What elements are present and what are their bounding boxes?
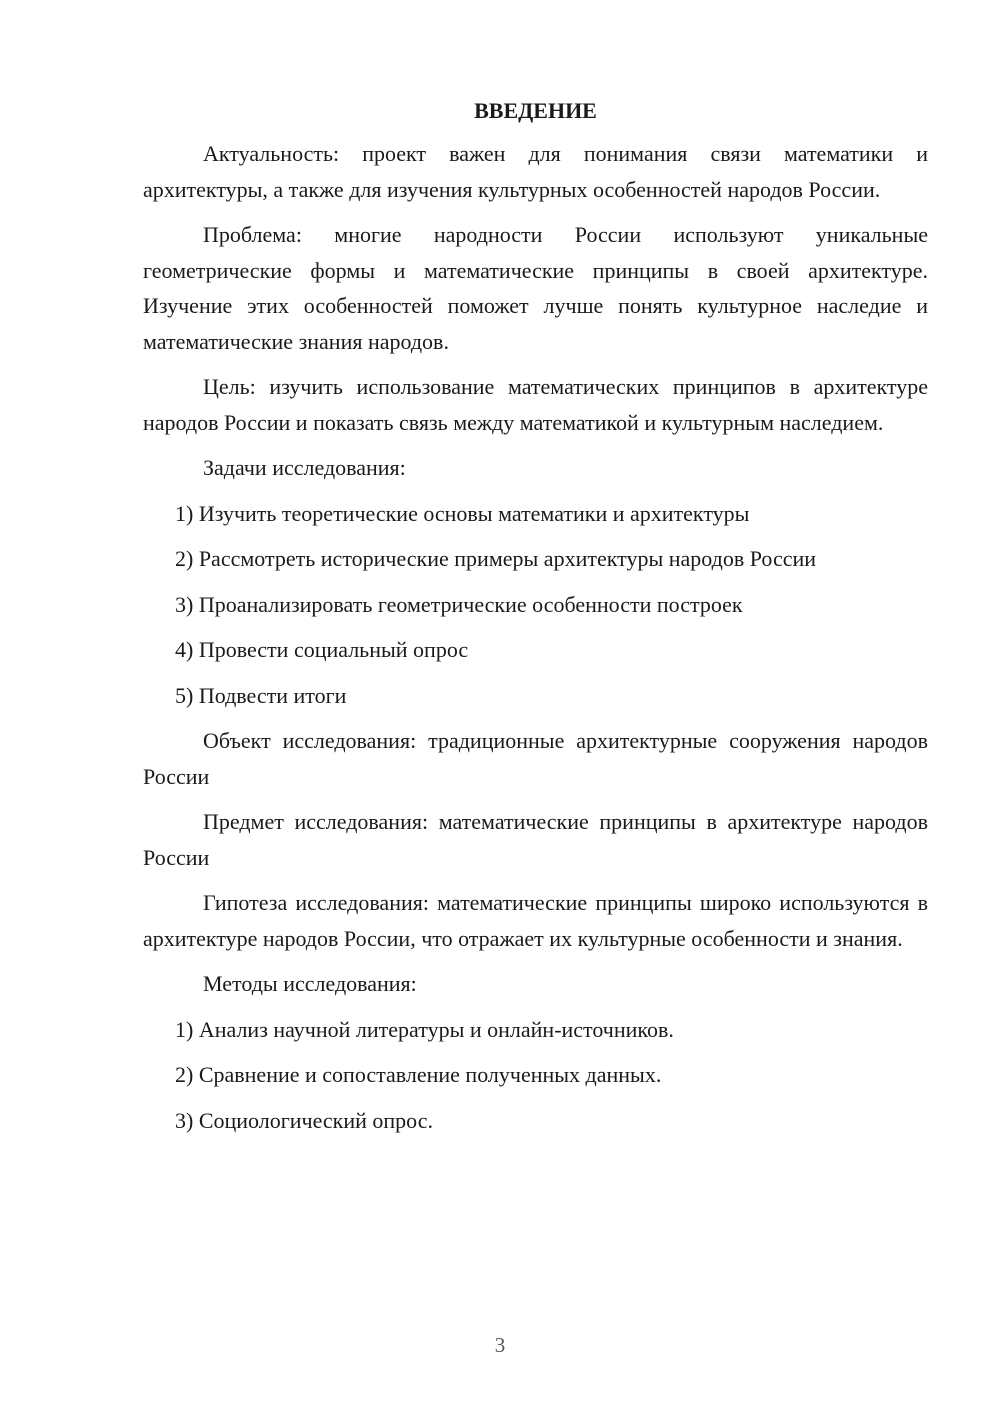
object-paragraph: Объект исследования: традиционные архитектурные сооружения народов России bbox=[143, 728, 928, 789]
methods-heading: Методы исследования: bbox=[203, 971, 417, 996]
list-item: 3) Социологический опрос. bbox=[175, 1107, 433, 1133]
problem-paragraph: Проблема: многие народности России используют уникальные геометрические формы и математические принципы в своей архитектуре. Изучение этих особенностей поможет лучше понять культурное наследие и математические знания народов. bbox=[143, 222, 928, 354]
hypothesis-paragraph: Гипотеза исследования: математические принципы широко используются в архитектуре народов России, что отражает их культурные особенности и знания. bbox=[143, 890, 928, 951]
list-item: 2) Рассмотреть исторические примеры архитектуры народов России bbox=[175, 546, 817, 571]
section-title: ВВЕДЕНИЕ bbox=[474, 98, 597, 123]
document-page bbox=[143, 96, 928, 1148]
list-item: 5) Подвести итоги bbox=[175, 682, 347, 708]
page-number: 3 bbox=[494, 1333, 506, 1357]
tasks-list bbox=[143, 496, 928, 714]
list-item: 2) Сравнение и сопоставление полученных данных. bbox=[175, 1062, 662, 1087]
list-item: 3) Проанализировать геометрические особенности построек bbox=[175, 591, 743, 617]
tasks-heading: Задачи исследования: bbox=[203, 455, 406, 480]
subject-paragraph: Предмет исследования: математические принципы в архитектуре народов России bbox=[143, 809, 928, 870]
relevance-paragraph: Актуальность: проект важен для понимания связи математики и архитектуры, а также для изучения культурных особенностей народов России. bbox=[143, 141, 928, 202]
list-item: 4) Провести социальный опрос bbox=[175, 637, 469, 662]
goal-paragraph: Цель: изучить использование математических принципов в архитектуре народов России и показать связь между математикой и культурным наследием. bbox=[143, 374, 928, 435]
list-item: 1) Анализ научной литературы и онлайн-источников. bbox=[175, 1016, 674, 1042]
methods-list bbox=[143, 1012, 928, 1139]
list-item: 1) Изучить теоретические основы математики и архитектуры bbox=[175, 500, 750, 526]
